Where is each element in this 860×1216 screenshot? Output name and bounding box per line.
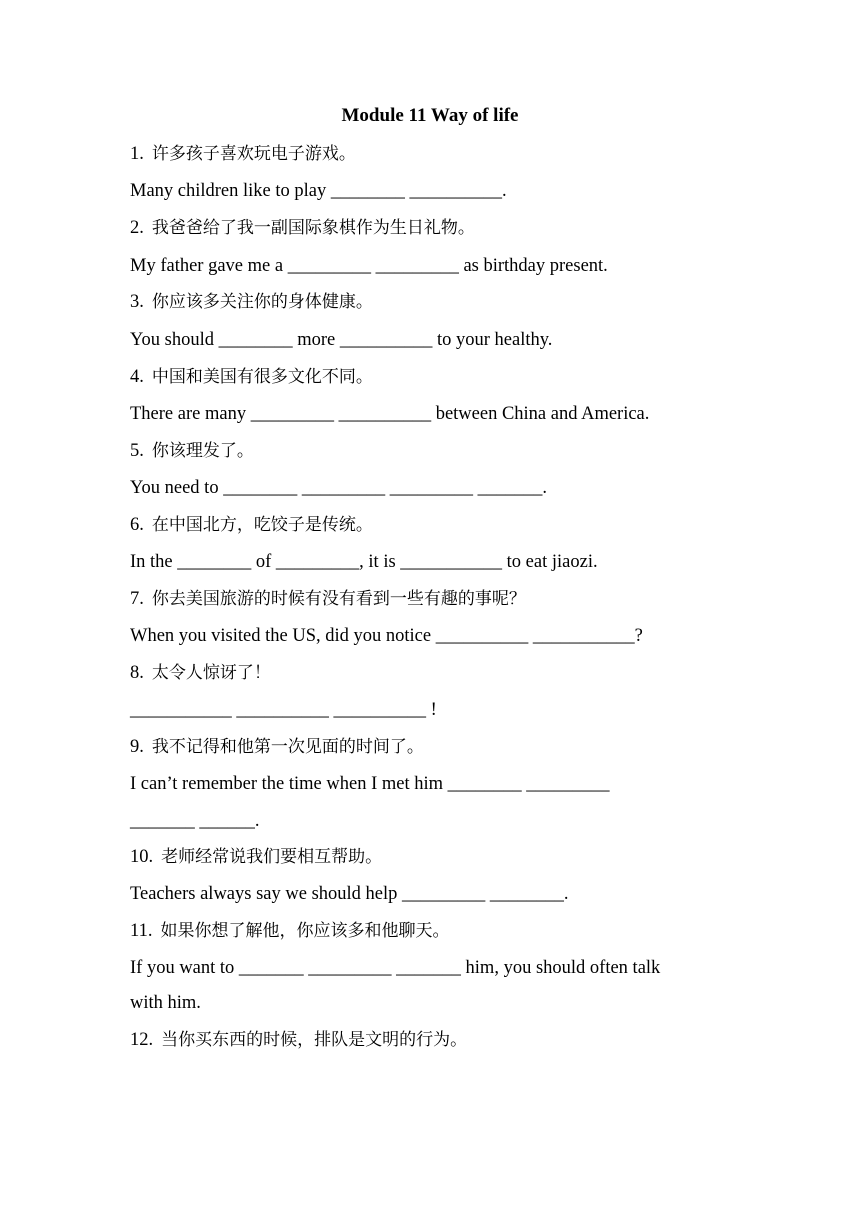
question-11-english: If you want to _______ _________ _______ him, you should often talk xyxy=(130,958,661,978)
chinese-sentence: 你去美国旅游的时候有没有看到一些有趣的事呢？ xyxy=(151,589,526,609)
question-number: 5. xyxy=(130,441,144,461)
question-4-chinese xyxy=(130,365,730,389)
question-9-english-continued: _______ ______. xyxy=(130,811,260,831)
question-9-english: I can’t remember the time when I met him ________ _________ xyxy=(130,774,610,794)
question-number: 11. xyxy=(130,921,153,941)
chinese-sentence: 你应该多关注你的身体健康。 xyxy=(151,292,373,312)
question-8-english: ___________ __________ __________ ! xyxy=(130,700,437,720)
question-5-english: You need to ________ _________ _________ _______. xyxy=(130,478,547,498)
question-6-chinese xyxy=(130,513,730,537)
question-3-english: You should ________ more __________ to your healthy. xyxy=(130,330,553,350)
question-number: 6. xyxy=(130,515,144,535)
question-number: 4. xyxy=(130,367,144,387)
question-7-chinese xyxy=(130,587,730,611)
question-11-chinese xyxy=(130,919,730,943)
question-number: 2. xyxy=(130,218,144,238)
question-3-chinese xyxy=(130,290,730,314)
question-1-english: Many children like to play ________ __________. xyxy=(130,181,507,201)
question-2-chinese xyxy=(130,216,730,240)
chinese-sentence: 中国和美国有很多文化不同。 xyxy=(151,367,373,387)
question-10-chinese xyxy=(130,845,730,869)
chinese-sentence: 许多孩子喜欢玩电子游戏。 xyxy=(151,144,356,164)
question-9-chinese xyxy=(130,735,730,759)
chinese-sentence: 如果你想了解他，你应该多和他聊天。 xyxy=(160,921,450,941)
question-number: 1. xyxy=(130,144,144,164)
chinese-sentence: 我不记得和他第一次见面的时间了。 xyxy=(151,737,424,757)
question-4-english: There are many _________ __________ between China and America. xyxy=(130,404,650,424)
chinese-sentence: 太令人惊讶了！ xyxy=(151,663,271,683)
question-1-chinese xyxy=(130,142,730,166)
chinese-sentence: 当你买东西的时候，排队是文明的行为。 xyxy=(161,1030,468,1050)
page-title: Module 11 Way of life xyxy=(341,105,519,126)
chinese-sentence: 老师经常说我们要相互帮助。 xyxy=(161,847,383,867)
question-6-english: In the ________ of _________, it is ___________ to eat jiaozi. xyxy=(130,552,598,572)
question-number: 8. xyxy=(130,663,144,683)
question-2-english: My father gave me a _________ _________ as birthday present. xyxy=(130,256,608,276)
question-number: 7. xyxy=(130,589,144,609)
question-12-chinese xyxy=(130,1028,730,1052)
question-7-english: When you visited the US, did you notice __________ ___________? xyxy=(130,626,643,646)
question-10-english: Teachers always say we should help _________ ________. xyxy=(130,884,569,904)
question-number: 3. xyxy=(130,292,144,312)
chinese-sentence: 我爸爸给了我一副国际象棋作为生日礼物。 xyxy=(151,218,475,238)
question-number: 10. xyxy=(130,847,154,867)
chinese-sentence: 在中国北方，吃饺子是传统。 xyxy=(151,515,373,535)
question-8-chinese xyxy=(130,661,730,685)
question-number: 12. xyxy=(130,1030,154,1050)
question-5-chinese xyxy=(130,439,730,463)
question-11-english-continued: with him. xyxy=(130,993,201,1013)
question-number: 9. xyxy=(130,737,144,757)
chinese-sentence: 你该理发了。 xyxy=(151,441,254,461)
